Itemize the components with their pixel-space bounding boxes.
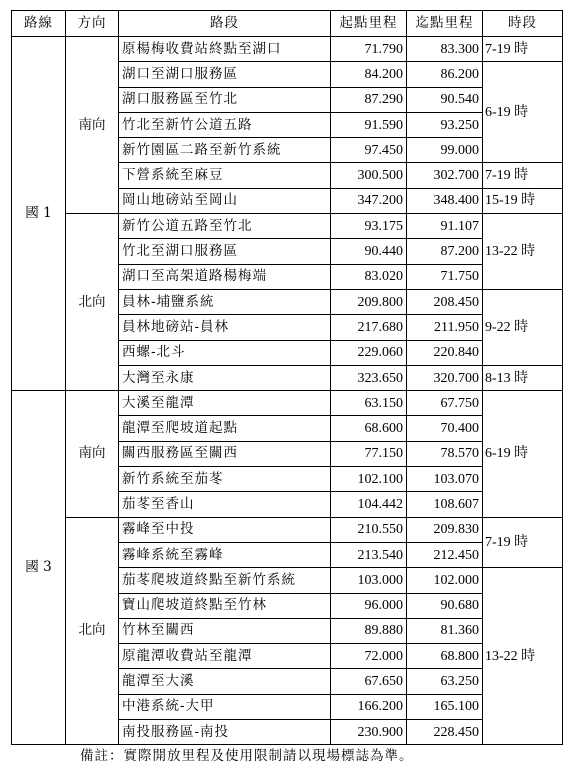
end-cell: 68.800 <box>407 644 483 669</box>
segment-cell: 竹北至新竹公道五路 <box>119 112 331 137</box>
time-cell: 9-22 時 <box>483 289 563 365</box>
start-cell: 77.150 <box>331 441 407 466</box>
mileage-table <box>11 10 563 745</box>
table-row <box>12 391 563 416</box>
end-cell: 78.570 <box>407 441 483 466</box>
header-direction: 方向 <box>66 11 119 37</box>
table-row <box>12 517 563 542</box>
end-cell: 90.680 <box>407 593 483 618</box>
time-cell: 13-22 時 <box>483 568 563 745</box>
segment-cell: 下營系統至麻豆 <box>119 163 331 188</box>
start-cell: 68.600 <box>331 416 407 441</box>
segment-cell: 新竹園區二路至新竹系統 <box>119 138 331 163</box>
start-cell: 72.000 <box>331 644 407 669</box>
segment-cell: 竹林至關西 <box>119 618 331 643</box>
start-cell: 104.442 <box>331 492 407 517</box>
time-cell: 6-19 時 <box>483 391 563 517</box>
start-cell: 217.680 <box>331 315 407 340</box>
segment-cell: 員林地磅站-員林 <box>119 315 331 340</box>
end-cell: 302.700 <box>407 163 483 188</box>
start-cell: 210.550 <box>331 517 407 542</box>
end-cell: 63.250 <box>407 669 483 694</box>
end-cell: 320.700 <box>407 365 483 390</box>
start-cell: 102.100 <box>331 467 407 492</box>
start-cell: 166.200 <box>331 694 407 719</box>
end-cell: 108.607 <box>407 492 483 517</box>
time-cell: 7-19 時 <box>483 517 563 568</box>
segment-cell: 中港系統-大甲 <box>119 694 331 719</box>
end-cell: 71.750 <box>407 264 483 289</box>
direction-n1-south: 南向 <box>66 37 119 214</box>
end-cell: 102.000 <box>407 568 483 593</box>
start-cell: 103.000 <box>331 568 407 593</box>
road-n1: 國 1 <box>12 37 66 391</box>
table-row <box>12 214 563 239</box>
segment-cell: 茄苳至香山 <box>119 492 331 517</box>
segment-cell: 茄苳爬坡道終點至新竹系統 <box>119 568 331 593</box>
segment-cell: 寶山爬坡道終點至竹林 <box>119 593 331 618</box>
header-start: 起點里程 <box>331 11 407 37</box>
table-row <box>12 37 563 62</box>
time-cell: 7-19 時 <box>483 37 563 62</box>
end-cell: 67.750 <box>407 391 483 416</box>
end-cell: 208.450 <box>407 289 483 314</box>
segment-cell: 大灣至永康 <box>119 365 331 390</box>
time-cell: 7-19 時 <box>483 163 563 188</box>
segment-cell: 南投服務區-南投 <box>119 720 331 745</box>
end-cell: 348.400 <box>407 188 483 213</box>
segment-cell: 新竹公道五路至竹北 <box>119 214 331 239</box>
header-row <box>12 11 563 37</box>
start-cell: 323.650 <box>331 365 407 390</box>
end-cell: 228.450 <box>407 720 483 745</box>
direction-n1-north: 北向 <box>66 214 119 391</box>
start-cell: 213.540 <box>331 542 407 567</box>
start-cell: 91.590 <box>331 112 407 137</box>
start-cell: 71.790 <box>331 37 407 62</box>
end-cell: 99.000 <box>407 138 483 163</box>
end-cell: 103.070 <box>407 467 483 492</box>
end-cell: 209.830 <box>407 517 483 542</box>
time-cell: 13-22 時 <box>483 214 563 290</box>
start-cell: 63.150 <box>331 391 407 416</box>
end-cell: 90.540 <box>407 87 483 112</box>
time-cell: 6-19 時 <box>483 62 563 163</box>
start-cell: 90.440 <box>331 239 407 264</box>
start-cell: 67.650 <box>331 669 407 694</box>
start-cell: 93.175 <box>331 214 407 239</box>
footnote: 備註：實際開放里程及使用限制請以現場標誌為準。 <box>80 748 414 764</box>
end-cell: 212.450 <box>407 542 483 567</box>
segment-cell: 龍潭至大溪 <box>119 669 331 694</box>
end-cell: 86.200 <box>407 62 483 87</box>
direction-n3-north: 北向 <box>66 517 119 745</box>
start-cell: 209.800 <box>331 289 407 314</box>
direction-n3-south: 南向 <box>66 391 119 517</box>
header-time: 時段 <box>483 11 563 37</box>
header-road: 路線 <box>12 11 66 37</box>
end-cell: 211.950 <box>407 315 483 340</box>
segment-cell: 霧峰系統至霧峰 <box>119 542 331 567</box>
end-cell: 165.100 <box>407 694 483 719</box>
segment-cell: 霧峰至中投 <box>119 517 331 542</box>
segment-cell: 湖口至高架道路楊梅端 <box>119 264 331 289</box>
end-cell: 87.200 <box>407 239 483 264</box>
start-cell: 347.200 <box>331 188 407 213</box>
segment-cell: 西螺-北斗 <box>119 340 331 365</box>
start-cell: 87.290 <box>331 87 407 112</box>
segment-cell: 原楊梅收費站終點至湖口 <box>119 37 331 62</box>
end-cell: 220.840 <box>407 340 483 365</box>
segment-cell: 岡山地磅站至岡山 <box>119 188 331 213</box>
start-cell: 96.000 <box>331 593 407 618</box>
segment-cell: 竹北至湖口服務區 <box>119 239 331 264</box>
segment-cell: 關西服務區至關西 <box>119 441 331 466</box>
end-cell: 93.250 <box>407 112 483 137</box>
end-cell: 91.107 <box>407 214 483 239</box>
segment-cell: 龍潭至爬坡道起點 <box>119 416 331 441</box>
start-cell: 97.450 <box>331 138 407 163</box>
segment-cell: 湖口服務區至竹北 <box>119 87 331 112</box>
road-n3: 國 3 <box>12 391 66 745</box>
start-cell: 83.020 <box>331 264 407 289</box>
start-cell: 230.900 <box>331 720 407 745</box>
segment-cell: 新竹系統至茄苳 <box>119 467 331 492</box>
time-cell: 8-13 時 <box>483 365 563 390</box>
header-segment: 路段 <box>119 11 331 37</box>
end-cell: 83.300 <box>407 37 483 62</box>
start-cell: 229.060 <box>331 340 407 365</box>
segment-cell: 湖口至湖口服務區 <box>119 62 331 87</box>
start-cell: 300.500 <box>331 163 407 188</box>
end-cell: 81.360 <box>407 618 483 643</box>
segment-cell: 大溪至龍潭 <box>119 391 331 416</box>
start-cell: 89.880 <box>331 618 407 643</box>
time-cell: 15-19 時 <box>483 188 563 213</box>
segment-cell: 員林-埔鹽系統 <box>119 289 331 314</box>
segment-cell: 原龍潭收費站至龍潭 <box>119 644 331 669</box>
start-cell: 84.200 <box>331 62 407 87</box>
end-cell: 70.400 <box>407 416 483 441</box>
header-end: 迄點里程 <box>407 11 483 37</box>
